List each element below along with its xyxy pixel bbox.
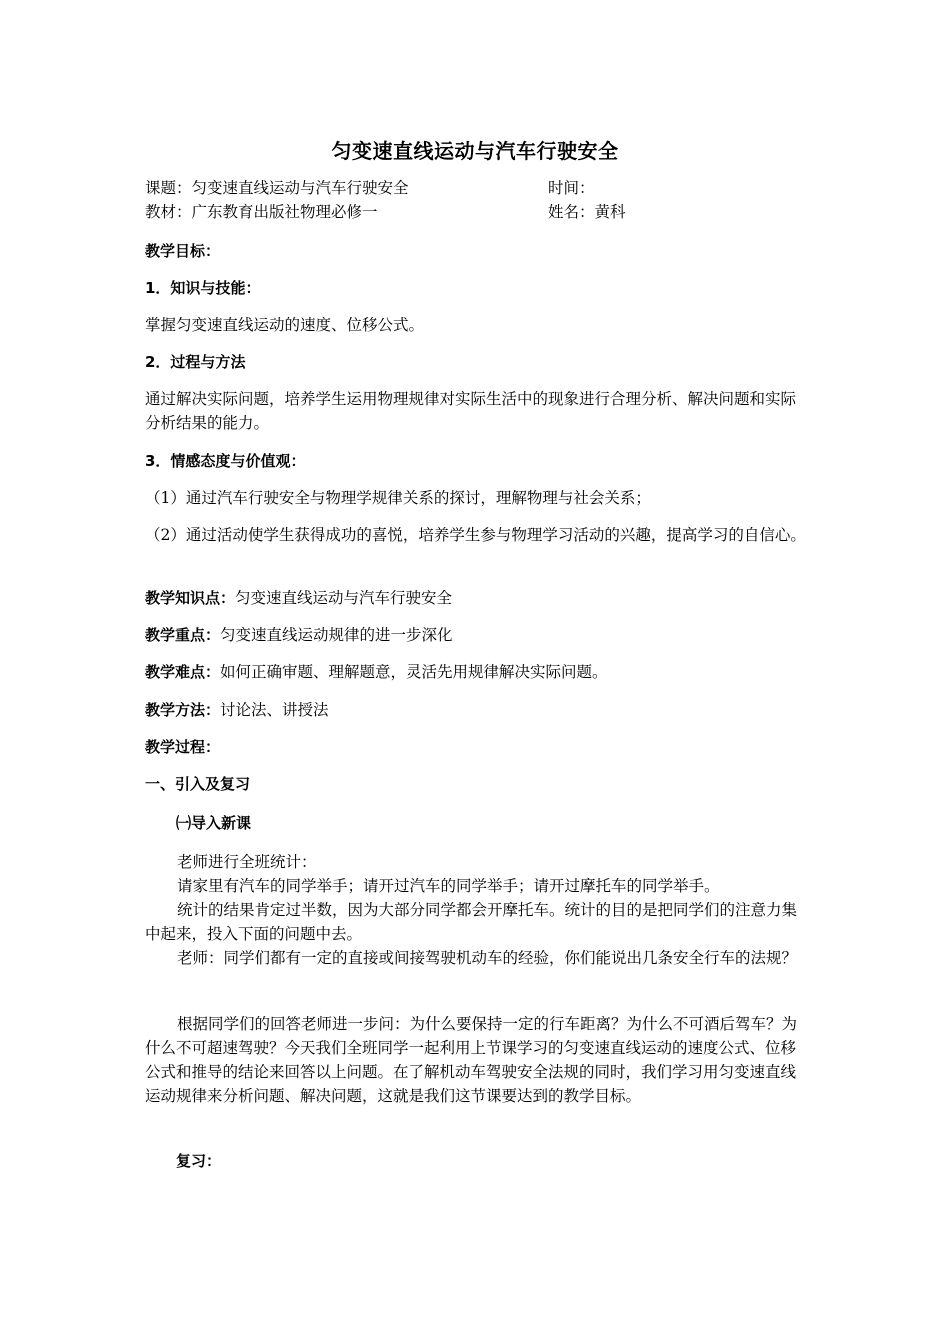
name-value: 黄科	[594, 203, 626, 221]
teaching-process-heading: 教学过程：	[145, 738, 221, 756]
knowledge-line	[145, 586, 807, 610]
paragraph-show-hands: 请家里有汽车的同学举手；请开过汽车的同学举手；请开过摩托车的同学举手。	[177, 877, 720, 895]
paragraph-teacher-question: 老师：同学们都有一定的直接或间接驾驶机动车的经验，你们能说出几条安全行车的法规？	[177, 949, 798, 967]
skills-heading: 1．知识与技能：	[145, 279, 261, 297]
attitude-item-2: （2）通过活动使学生获得成功的喜悦，培养学生参与物理学习活动的兴趣，提高学习的自信心。	[145, 526, 806, 544]
attitude-heading: 3．情感态度与价值观：	[145, 452, 306, 470]
paragraph-class-survey: 老师进行全班统计：	[177, 853, 317, 871]
review-heading: 复习：	[176, 1152, 222, 1170]
method-line	[145, 698, 807, 722]
topic-value: 匀变速直线运动与汽车行驶安全	[191, 179, 409, 197]
knowledge-value: 匀变速直线运动与汽车行驶安全	[235, 589, 453, 607]
paragraph-survey-result: 统计的结果肯定过半数，因为大部分同学都会开摩托车。统计的目的是把同学们的注意力集中起来，投入下面的问题中去。	[145, 901, 798, 943]
topic-line	[145, 176, 409, 200]
difficulty-line	[145, 660, 807, 684]
time-line	[548, 176, 595, 200]
document-title: 匀变速直线运动与汽车行驶安全	[331, 139, 619, 163]
difficulty-label: 教学难点：	[145, 663, 221, 681]
focus-line	[145, 623, 807, 647]
method-value: 讨论法、讲授法	[220, 701, 329, 719]
name-line	[548, 200, 626, 224]
subsection-new-lesson: ㈠导入新课	[176, 814, 252, 832]
method-label: 教学方法：	[145, 701, 221, 719]
difficulty-value: 如何正确审题、理解题意，灵活先用规律解决实际问题。	[220, 663, 608, 681]
topic-label: 课题：	[145, 179, 192, 197]
process-method-heading: 2．过程与方法	[145, 353, 246, 371]
focus-label: 教学重点：	[145, 626, 221, 644]
focus-value: 匀变速直线运动规律的进一步深化	[220, 626, 453, 644]
skills-text: 掌握匀变速直线运动的速度、位移公式。	[145, 316, 425, 334]
time-label: 时间：	[548, 179, 595, 197]
goals-heading: 教学目标：	[145, 242, 221, 260]
name-label: 姓名：	[548, 203, 595, 221]
section-intro-review: 一、引入及复习	[145, 775, 251, 793]
knowledge-label: 教学知识点：	[145, 589, 236, 607]
textbook-line	[145, 200, 378, 224]
textbook-label: 教材：	[145, 203, 192, 221]
paragraph-lesson-goal: 根据同学们的回答老师进一步问：为什么要保持一定的行车距离？为什么不可酒后驾车？为什么不可超速驾驶？今天我们全班同学一起利用上节课学习的匀变速直线运动的速度公式、位移公式和推导的结论来回答以上问题。在了解机动车驾驶安全法规的同时，我们学习用匀变速直线运动规律来分析问题、解决问题，这就是我们这节课要达到的教学目标。	[145, 1015, 798, 1105]
process-method-text: 通过解决实际问题，培养学生运用物理规律对实际生活中的现象进行合理分析、解决问题和实际分析结果的能力。	[145, 390, 797, 432]
textbook-value: 广东教育出版社物理必修一	[191, 203, 378, 221]
attitude-item-1: （1）通过汽车行驶安全与物理学规律关系的探讨，理解物理与社会关系；	[145, 489, 651, 507]
